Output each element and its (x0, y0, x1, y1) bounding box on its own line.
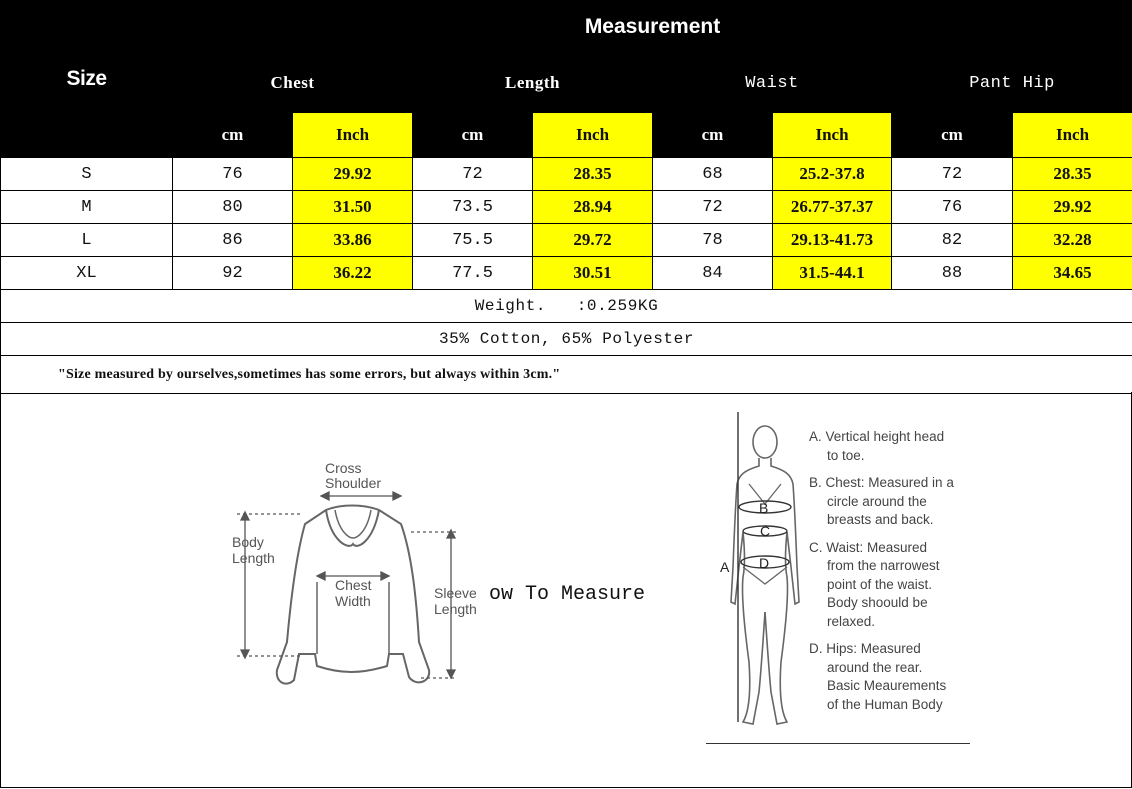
cell-length-cm: 77.5 (413, 257, 533, 290)
cell-size: XL (1, 257, 173, 290)
cell-hip-cm: 76 (892, 191, 1013, 224)
legend-line: breasts and back. (827, 512, 934, 527)
legend-line: B. Chest: Measured in a (809, 475, 954, 490)
legend-divider (706, 743, 970, 744)
cell-chest-in: 36.22 (293, 257, 413, 290)
chest-width-label: Width (335, 593, 371, 609)
cell-hip-in: 29.92 (1013, 191, 1132, 224)
unit-inch: Inch (773, 113, 892, 158)
length-header: Length (413, 54, 653, 113)
legend-line: to toe. (827, 447, 865, 463)
cell-length-in: 28.35 (533, 158, 653, 191)
body-figure (731, 426, 799, 724)
cell-chest-in: 33.86 (293, 224, 413, 257)
table-row (1, 257, 1132, 290)
cell-waist-in: 29.13-41.73 (773, 224, 892, 257)
marker-a: A (720, 559, 730, 575)
cell-chest-in: 29.92 (293, 158, 413, 191)
cell-hip-cm: 72 (892, 158, 1013, 191)
cell-hip-in: 28.35 (1013, 158, 1132, 191)
legend-line: point of the waist. (827, 576, 933, 592)
cell-hip-in: 32.28 (1013, 224, 1132, 257)
legend-line: from the narrowest (827, 558, 940, 573)
table-row (1, 224, 1132, 257)
marker-b: B (759, 500, 769, 516)
legend-line: C. Waist: Measured (809, 539, 928, 555)
body-length-label: Body (232, 534, 264, 550)
cell-length-in: 29.72 (533, 224, 653, 257)
cross-shoulder-label: Cross (325, 460, 362, 476)
legend-line: D. Hips: Measured (809, 641, 921, 656)
unit-cm: cm (653, 113, 773, 158)
cell-size: M (1, 191, 173, 224)
cell-waist-in: 31.5-44.1 (773, 257, 892, 290)
measure-legend (809, 428, 979, 723)
measurement-header: Measurement (173, 1, 1132, 54)
cell-hip-cm: 88 (892, 257, 1013, 290)
marker-c: C (760, 523, 771, 539)
chest-width-label: Chest (335, 577, 372, 593)
cell-chest-cm: 92 (173, 257, 293, 290)
cell-waist-cm: 68 (653, 158, 773, 191)
cell-chest-cm: 86 (173, 224, 293, 257)
unit-cm: cm (413, 113, 533, 158)
unit-cm: cm (173, 113, 293, 158)
cell-hip-cm: 82 (892, 224, 1013, 257)
cross-shoulder-label: Shoulder (325, 475, 382, 491)
cell-waist-cm: 72 (653, 191, 773, 224)
cell-waist-cm: 84 (653, 257, 773, 290)
cell-size: S (1, 158, 173, 191)
cell-length-cm: 73.5 (413, 191, 533, 224)
size-table (0, 0, 1132, 394)
cell-chest-cm: 76 (173, 158, 293, 191)
cell-waist-in: 26.77-37.37 (773, 191, 892, 224)
table-row (1, 158, 1132, 191)
table-row (1, 191, 1132, 224)
cell-hip-in: 34.65 (1013, 257, 1132, 290)
cell-waist-in: 25.2-37.8 (773, 158, 892, 191)
cell-chest-cm: 80 (173, 191, 293, 224)
cell-waist-cm: 78 (653, 224, 773, 257)
legend-line: circle around the (827, 493, 927, 509)
legend-line: around the rear. (827, 659, 923, 675)
unit-inch: Inch (1013, 113, 1132, 158)
unit-cm: cm (892, 113, 1013, 158)
unit-inch: Inch (533, 113, 653, 158)
how-to-measure-title: ow To Measure (489, 583, 646, 606)
legend-line: Basic Meaurements (827, 678, 947, 693)
cell-length-in: 30.51 (533, 257, 653, 290)
size-note: "Size measured by ourselves,sometimes has some errors, but always within 3cm." (1, 356, 1132, 394)
cell-length-cm: 72 (413, 158, 533, 191)
material-row: 35% Cotton, 65% Polyester (1, 323, 1132, 356)
unit-inch: Inch (293, 113, 413, 158)
pant-hip-header: Pant Hip (892, 54, 1132, 113)
marker-d: D (759, 555, 770, 571)
cell-chest-in: 31.50 (293, 191, 413, 224)
legend-line: A. Vertical height head (809, 429, 945, 444)
chest-header: Chest (173, 54, 413, 113)
cell-length-in: 28.94 (533, 191, 653, 224)
sleeve-length-label: Length (434, 601, 477, 617)
size-header: Size (1, 1, 173, 158)
cell-size: L (1, 224, 173, 257)
how-to-measure-section (0, 392, 1132, 788)
legend-line: of the Human Body (827, 696, 943, 712)
sleeve-length-label: Sleeve (434, 585, 477, 601)
weight-row: Weight. :0.259KG (1, 290, 1132, 323)
cell-length-cm: 75.5 (413, 224, 533, 257)
legend-line: relaxed. (827, 613, 876, 629)
body-length-label: Length (232, 550, 275, 566)
legend-line: Body shoould be (827, 595, 928, 610)
waist-header: Waist (653, 54, 892, 113)
